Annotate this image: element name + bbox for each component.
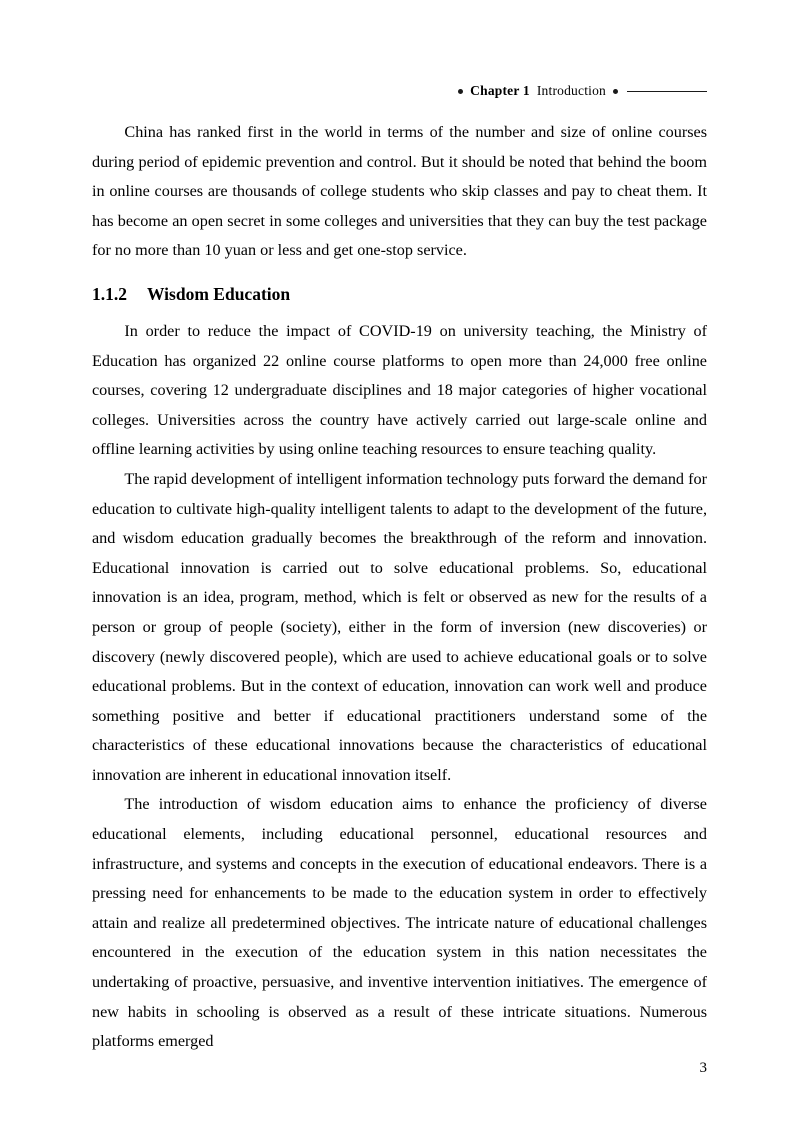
paragraph-3: The rapid development of intelligent information technology puts forward the demand for education to cultivate high-quality intelligent talents to adapt to the development of the future, and wisdom education gradually becomes the breakthrough of the reform and innovation. Educational innovation is carried out to solve educational problems. So, educational innovation is an idea, program, method, which is felt or observed as new for the results of a person or group of people (society), either in the form of inversion (new discoveries) or discovery (newly discovered people), which are used to achieve educational goals or to solve educational problems. But in the context of education, innovation can work well and produce something positive and better if educational practitioners understand some of the characteristics of these educational innovations because the characteristics of educational innovation are inherent in educational innovation itself. — [92, 469, 707, 784]
paragraph-4: The introduction of wisdom education aims to enhance the proficiency of diverse educational elements, including educational personnel, educational resources and infrastructure, and systems and concepts in the execution of educational endeavors. There is a pressing need for enhancements to be made to the education system in order to effectively attain and realize all predetermined objectives. The intricate nature of educational challenges encountered in the execution of the education system in this nation necessitates the undertaking of proactive, persuasive, and inventive intervention initiatives. The emergence of new habits in schooling is observed as a result of these intricate situations. Numerous platforms emerged — [92, 795, 707, 1051]
section-title: Wisdom Education — [147, 283, 291, 304]
running-header-inner — [458, 83, 707, 99]
section-number: 1.1.2 — [92, 283, 127, 304]
paragraph-2: In order to reduce the impact of COVID-19 on university teaching, the Ministry of Education has organized 22 online course platforms to open more than 24,000 free online courses, covering 12 undergraduate disciplines and 18 major categories of higher vocational colleges. Universities across the country have actively carried out large-scale online and offline learning activities by using online teaching resources to ensure teaching quality. — [92, 321, 707, 459]
header-left-dot-icon — [458, 89, 463, 94]
header-chapter-label: Chapter 1 — [470, 83, 530, 98]
paragraph-1: China has ranked first in the world in terms of the number and size of online courses during period of epidemic prevention and control. But it should be noted that behind the boom in online courses are thousands of college students who skip classes and pay to cheat them. It has become an open secret in some colleges and universities that they can buy the test package for no more than 10 yuan or less and get one-stop service. — [92, 123, 707, 260]
section-heading-1-1-2 — [92, 284, 707, 305]
page-number: 3 — [699, 1060, 707, 1076]
header-right-dot-icon — [613, 89, 618, 94]
header-rule-line — [627, 91, 707, 92]
page-content — [92, 118, 707, 1057]
header-chapter-title: Introduction — [536, 83, 606, 98]
running-header — [92, 78, 707, 104]
